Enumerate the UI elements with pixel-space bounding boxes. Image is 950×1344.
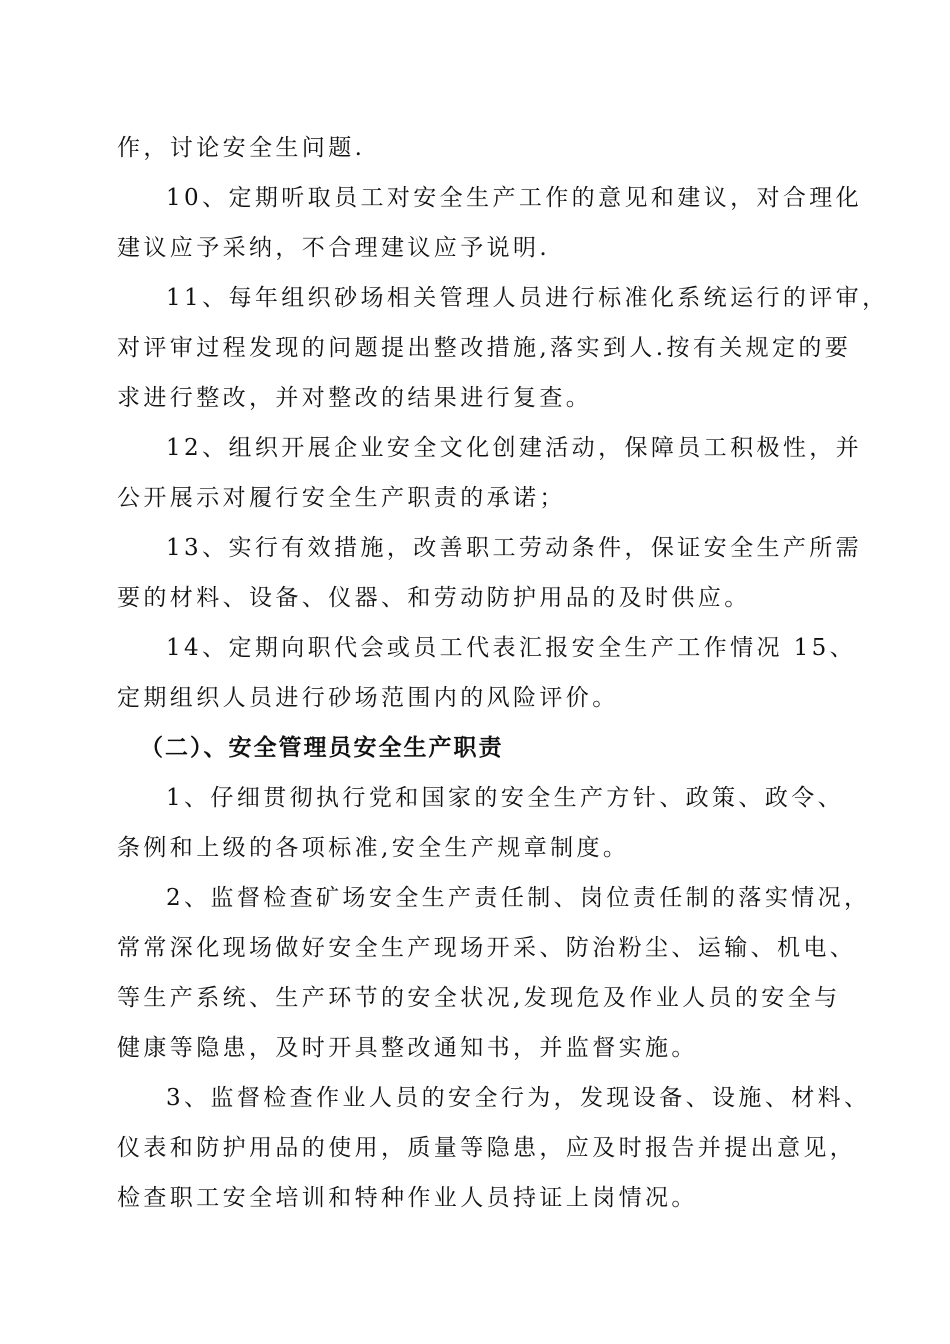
paragraph-line: 2、监督检查矿场安全生产责任制、岗位责任制的落实情况， (166, 885, 871, 911)
paragraph-line: 1、仔细贯彻执行党和国家的安全生产方针、政策、政令、 (166, 785, 845, 811)
section-heading: （二）、安全管理员安全生产职责 (140, 735, 504, 761)
paragraph-line: 定期组织人员进行砂场范围内的风险评价。 (117, 685, 619, 711)
paragraph-line: 等生产系统、生产环节的安全状况,发现危及作业人员的安全与 (117, 985, 841, 1011)
paragraph-line: 要的材料、设备、仪器、和劳动防护用品的及时供应。 (117, 585, 751, 611)
paragraph-line: 12、组织开展企业安全文化创建活动，保障员工积极性，并 (166, 435, 863, 461)
paragraph-line: 11、每年组织砂场相关管理人员进行标准化系统运行的评审， (166, 285, 889, 311)
paragraph-line: 条例和上级的各项标准,安全生产规章制度。 (117, 835, 630, 861)
paragraph-line: 14、定期向职代会或员工代表汇报安全生产工作情况 15、 (166, 635, 857, 661)
paragraph-line: 10、定期听取员工对安全生产工作的意见和建议，对合理化 (166, 185, 863, 211)
paragraph-line: 公开展示对履行安全生产职责的承诺； (117, 485, 566, 511)
paragraph-line: 检查职工安全培训和特种作业人员持证上岗情况。 (117, 1185, 698, 1211)
paragraph-line: 求进行整改，并对整改的结果进行复查。 (117, 385, 593, 411)
paragraph-line: 健康等隐患，及时开具整改通知书，并监督实施。 (117, 1035, 698, 1061)
paragraph-line: 作，讨论安全生问题. (117, 135, 366, 161)
paragraph-line: 常常深化现场做好安全生产现场开采、防治粉尘、运输、机电、 (117, 935, 857, 961)
paragraph-line: 仪表和防护用品的使用，质量等隐患，应及时报告并提出意见， (117, 1135, 857, 1161)
paragraph-line: 建议应予采纳，不合理建议应予说明. (117, 235, 551, 261)
paragraph-line: 3、监督检查作业人员的安全行为，发现设备、设施、材料、 (166, 1085, 871, 1111)
paragraph-line: 13、实行有效措施，改善职工劳动条件，保证安全生产所需 (166, 535, 863, 561)
paragraph-line: 对评审过程发现的问题提出整改措施,落实到人.按有关规定的要 (117, 335, 852, 361)
